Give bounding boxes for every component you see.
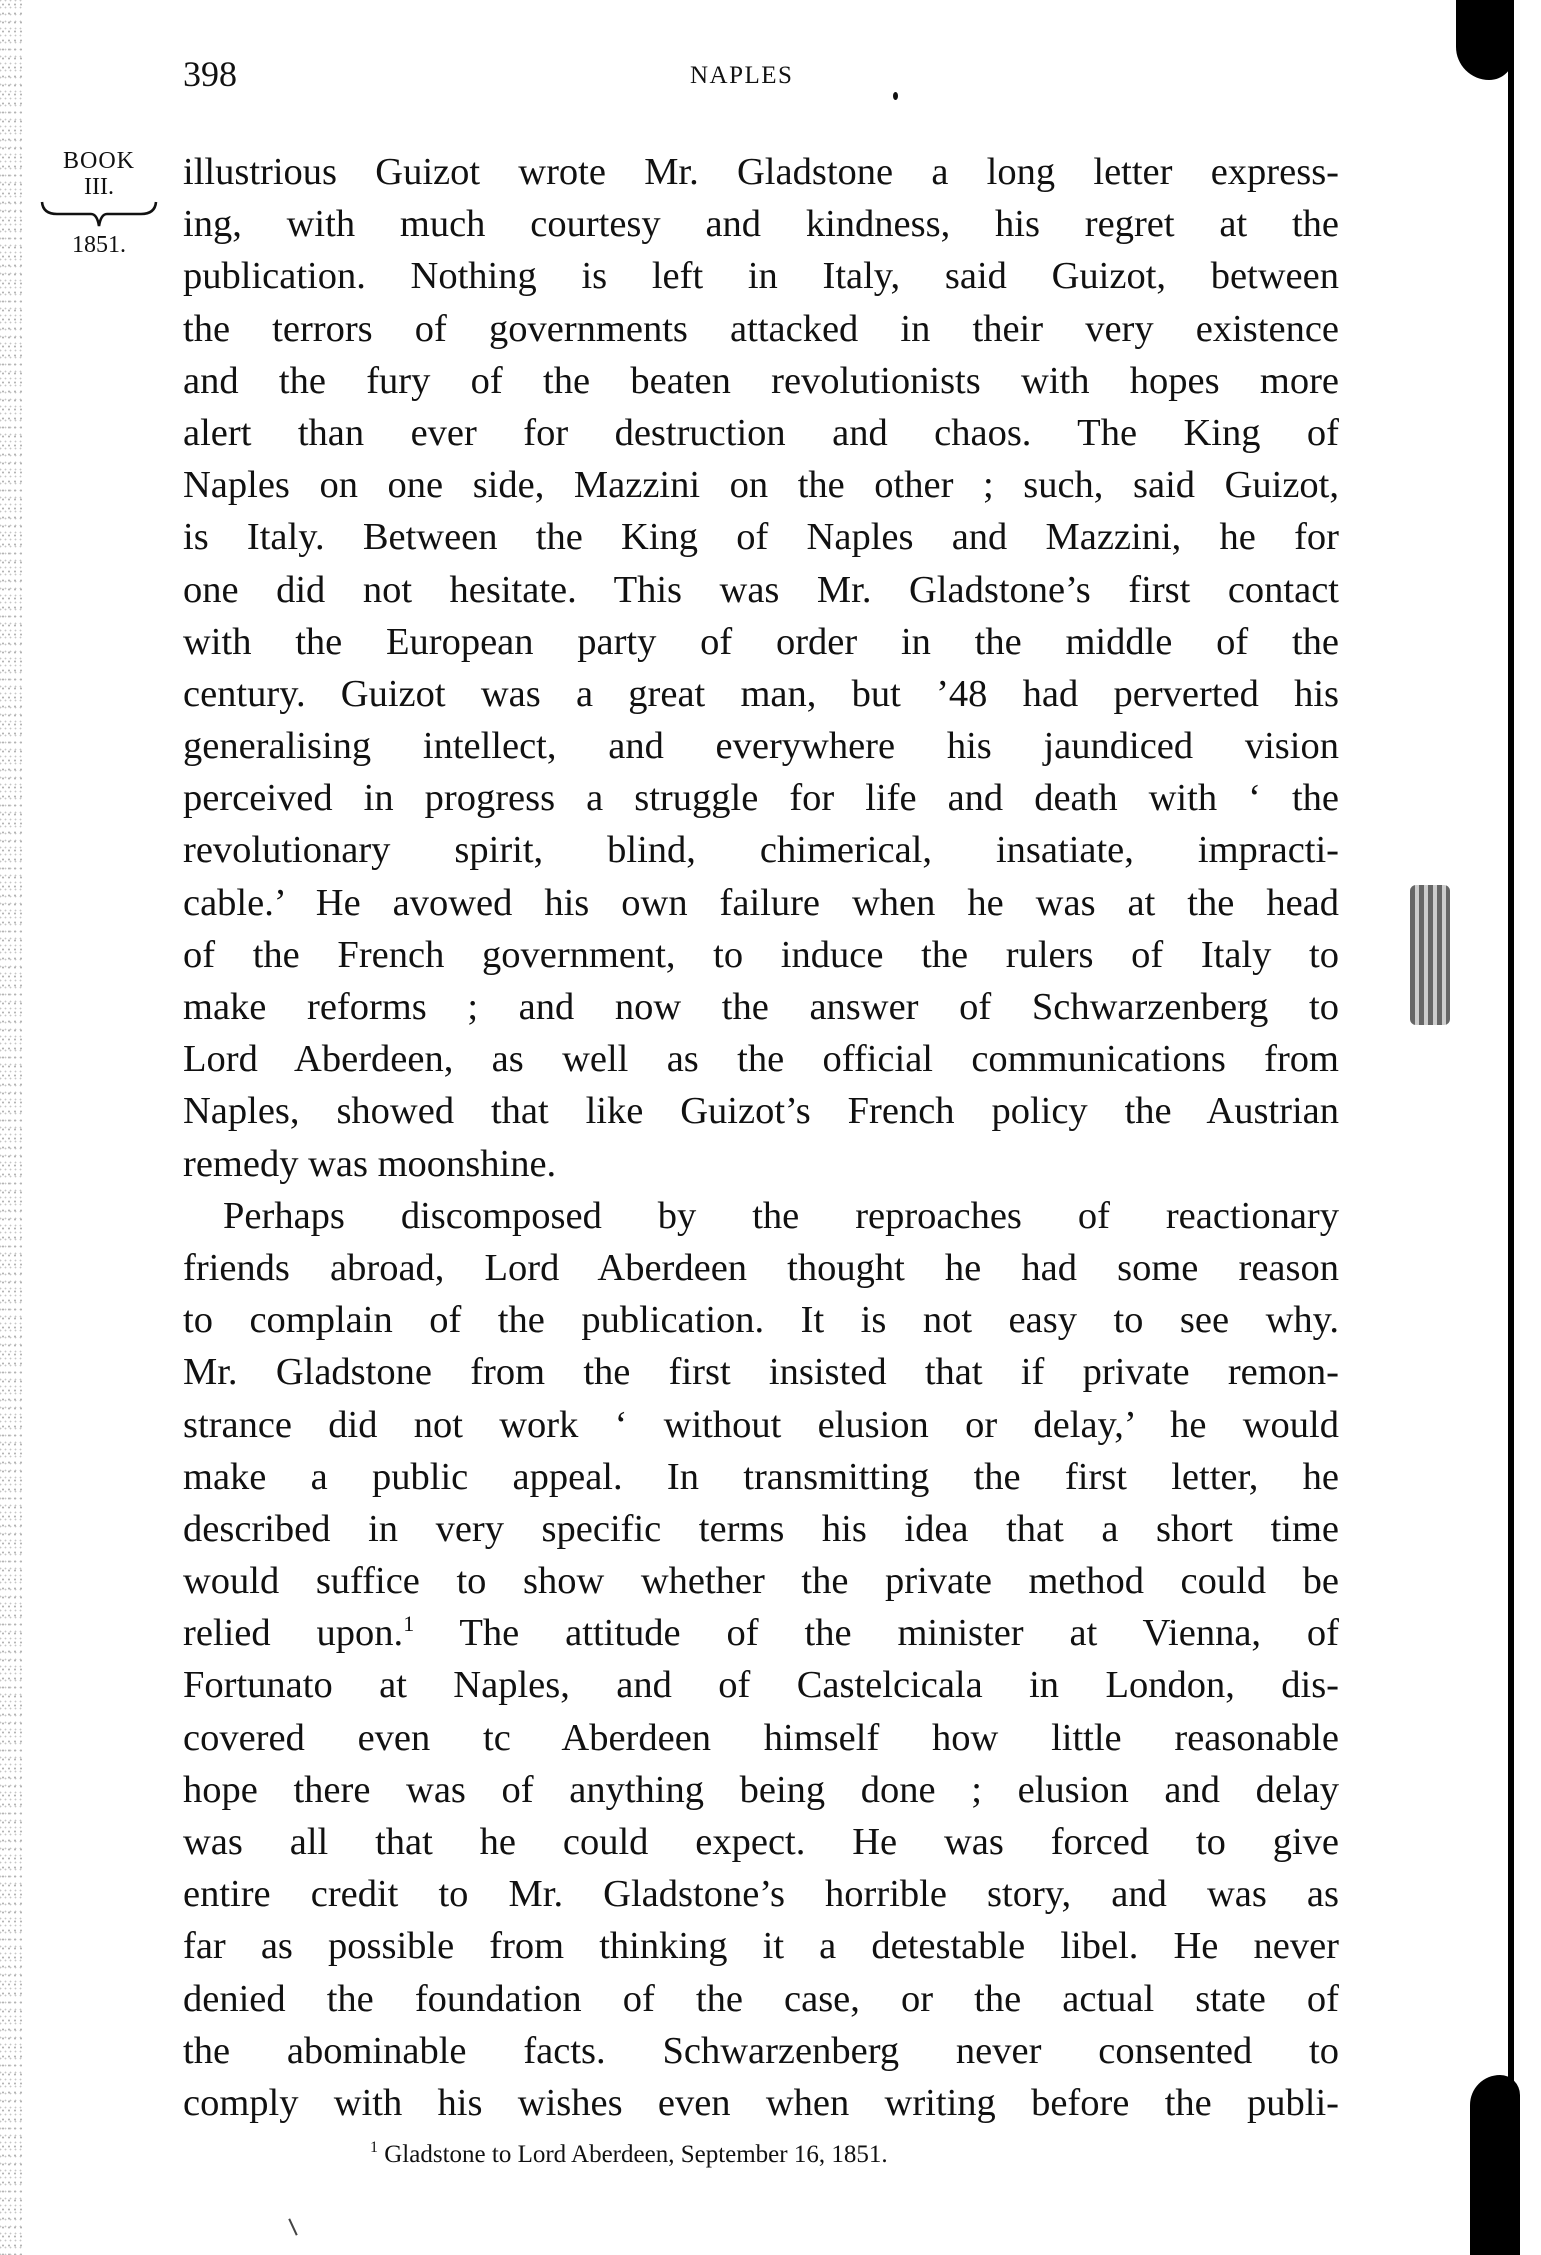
text-line: cable.’ He avowed his own failure when he was at the head xyxy=(183,881,1339,924)
footnote-marker[interactable]: 1 xyxy=(403,1611,415,1637)
text-line: described in very specific terms his idea that a short time xyxy=(183,1507,1339,1550)
text-line: hope there was of anything being done ; elusion and delay xyxy=(183,1768,1339,1811)
text-line: far as possible from thinking it a detestable libel. He never xyxy=(183,1925,1339,1968)
text-line: Fortunato at Naples, and of Castelcicala in London, dis- xyxy=(183,1664,1339,1707)
text-line: Naples on one side, Mazzini on the other ; such, said Guizot, xyxy=(183,464,1339,507)
text-line: with the European party of order in the middle of the xyxy=(183,620,1339,663)
text-line-with-footnote xyxy=(183,1607,1339,1659)
text-line-paragraph-end: remedy was moonshine. xyxy=(183,1142,557,1185)
chapter-title: NAPLES xyxy=(690,62,794,89)
text-line: friends abroad, Lord Aberdeen thought he had some reason xyxy=(183,1246,1339,1289)
text-line: make a public appeal. In transmitting the first letter, he xyxy=(183,1455,1339,1498)
text-line: perceived in progress a struggle for life and death with ‘ the xyxy=(183,777,1339,820)
page-number: 398 xyxy=(183,54,237,94)
curly-brace-icon xyxy=(39,200,159,230)
footnote-number: 1 xyxy=(370,2139,378,2156)
body-text xyxy=(183,146,1339,2129)
text-line: Lord Aberdeen, as well as the official communications from xyxy=(183,1038,1339,1081)
text-line: entire credit to Mr. Gladstone’s horrible story, and was as xyxy=(183,1873,1339,1916)
scan-smudge xyxy=(1410,885,1450,1025)
text-line: century. Guizot was a great man, but ’48 had perverted his xyxy=(183,672,1339,715)
text-line: strance did not work ‘ without elusion or delay,’ he would xyxy=(183,1403,1339,1446)
text-line: comply with his wishes even when writing before the publi- xyxy=(183,2081,1339,2124)
text-line: Naples, showed that like Guizot’s French policy the Austrian xyxy=(183,1090,1339,1133)
text-line: generalising intellect, and everywhere his jaundiced vision xyxy=(183,725,1339,768)
text-line: illustrious Guizot wrote Mr. Gladstone a long letter express- xyxy=(183,151,1339,193)
margin-year: 1851. xyxy=(72,232,126,258)
text-line: would suffice to show whether the private method could be xyxy=(183,1560,1339,1603)
text-line: Mr. Gladstone from the first insisted that if private remon- xyxy=(183,1351,1339,1394)
text-line-paragraph-start: Perhaps discomposed by the reproaches of reactionary xyxy=(223,1194,1339,1237)
text-line: ing, with much courtesy and kindness, his regret at the xyxy=(183,203,1339,246)
scan-binding-edge xyxy=(1508,0,1514,2255)
text-line: make reforms ; and now the answer of Schwarzenberg to xyxy=(183,986,1339,1028)
text-line: one did not hesitate. This was Mr. Gladstone’s first contact xyxy=(183,568,1339,611)
running-head xyxy=(0,52,1541,102)
text-segment: The attitude of the minister at Vienna, of xyxy=(414,1612,1340,1655)
margin-book-number: III. xyxy=(84,174,114,200)
text-line: denied the foundation of the case, or the actual state of xyxy=(183,1977,1339,2020)
text-line: the terrors of governments attacked in their very existence xyxy=(183,307,1339,350)
ink-dot xyxy=(893,92,898,100)
scan-edge-shadow-left xyxy=(0,0,22,2255)
text-line: publication. Nothing is left in Italy, said Guizot, between xyxy=(183,255,1339,298)
text-line: alert than ever for destruction and chaos. The King of xyxy=(183,411,1339,454)
text-line: is Italy. Between the King of Naples and Mazzini, he for xyxy=(183,516,1339,559)
text-segment: relied upon. xyxy=(183,1612,404,1655)
footnote xyxy=(370,2138,888,2172)
text-line: of the French government, to induce the rulers of Italy to xyxy=(183,933,1339,976)
text-line: was all that he could expect. He was forced to give xyxy=(183,1821,1339,1863)
text-line: the abominable facts. Schwarzenberg never consented to xyxy=(183,2029,1339,2072)
text-line: revolutionary spirit, blind, chimerical, insatiate, impracti- xyxy=(183,829,1339,872)
text-line: and the fury of the beaten revolutionists with hopes more xyxy=(183,359,1339,402)
margin-book-label: BOOK xyxy=(62,148,135,174)
margin-note xyxy=(34,148,164,258)
stray-ink-mark xyxy=(288,2218,297,2235)
text-line: to complain of the publication. It is not easy to see why. xyxy=(183,1299,1339,1342)
scan-binding-blot-bottom xyxy=(1470,2075,1520,2255)
text-line: covered even tc Aberdeen himself how little reasonable xyxy=(183,1716,1339,1759)
footnote-text: Gladstone to Lord Aberdeen, September 16, 1851. xyxy=(378,2141,888,2168)
